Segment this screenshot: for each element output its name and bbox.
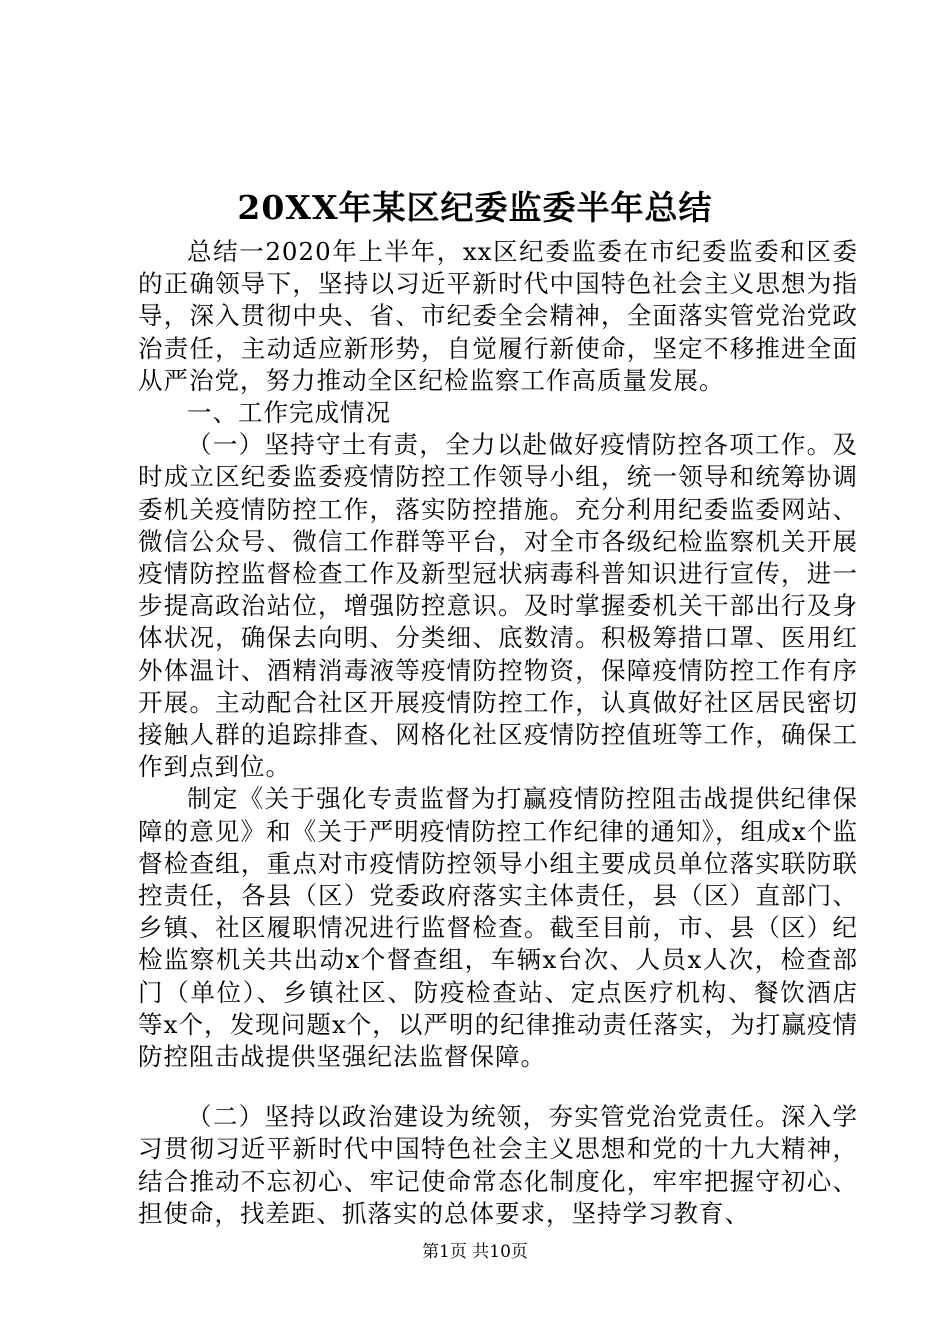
paragraph-epidemic-prevention: （一）坚持守土有责，全力以赴做好疫情防控各项工作。及时成立区纪委监委疫情防控工作领导小组，统一领导和统筹协调委机关疫情防控工作，落实防控措施。充分利用纪委监委网站、微信公众号、微信工作群等平台，对全市各级纪检监察机关开展疫情防控监督检查工作及新型冠状病毒科普知识进行宣传，进一步提高政治站位，增强防控意识。及时掌握委机关干部出行及身体状况，确保去向明、分类细、底数清。积极筹措口罩、医用红外体温计、酒精消毒液等疫情防控物资，保障疫情防控工作有序开展。主动配合社区开展疫情防控工作，认真做好社区居民密切接触人群的追踪排查、网格化社区疫情防控值班等工作，确保工作到点到位。 bbox=[138, 430, 858, 782]
document-body bbox=[138, 236, 858, 1230]
paragraph-intro: 总结一2020年上半年，xx区纪委监委在市纪委监委和区委的正确领导下，坚持以习近平新时代中国特色社会主义思想为指导，深入贯彻中央、省、市纪委全会精神，全面落实管党治党政治责任，主动适应新形势，自觉履行新使命，坚定不移推进全面从严治党，努力推动全区纪检监察工作高质量发展。 bbox=[138, 237, 858, 395]
section-heading: 一、工作完成情况 bbox=[187, 398, 391, 428]
page-footer: 第1页 共10页 bbox=[422, 1242, 528, 1262]
paragraph-supervision: 制定《关于强化专责监督为打赢疫情防控阻击战提供纪律保障的意见》和《关于严明疫情防控工作纪律的通知》，组成x个监督检查组，重点对市疫情防控领导小组主要成员单位落实联防联控责任，各县（区）党委政府落实主体责任，县（区）直部门、乡镇、社区履职情况进行监督检查。截至目前，市、县（区）纪检监察机关共出动x个督查组，车辆x台次、人员x人次，检查部门（单位）、乡镇社区、防疫检查站、定点医疗机构、餐饮酒店等x个，发现问题x个，以严明的纪律推动责任落实，为打赢疫情防控阻击战提供坚强纪法监督保障。 bbox=[138, 784, 858, 1072]
paragraph-political-construction: （二）坚持以政治建设为统领，夯实管党治党责任。深入学习贯彻习近平新时代中国特色社会主义思想和党的十九大精神，结合推动不忘初心、牢记使命常态化制度化，牢牢把握守初心、担使命，找差距、抓落实的总体要求，坚持学习教育、 bbox=[138, 1102, 858, 1228]
document-title: 20XX年某区纪委监委半年总结 bbox=[237, 188, 713, 227]
